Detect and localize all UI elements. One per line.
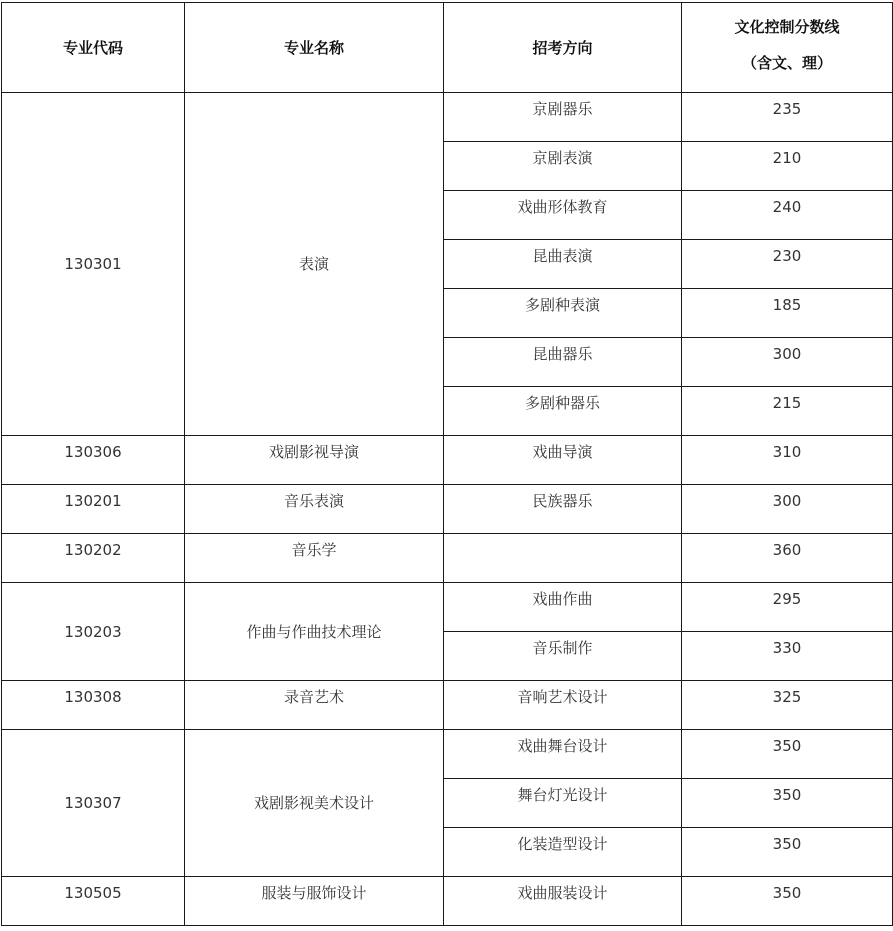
direction-cell: 京剧器乐 xyxy=(444,93,682,142)
table-row xyxy=(2,877,893,926)
score-cell: 350 xyxy=(682,877,893,926)
direction-cell: 多剧种表演 xyxy=(444,289,682,338)
header-major-name: 专业名称 xyxy=(185,3,444,93)
major-code-cell: 130201 xyxy=(2,485,185,534)
header-row xyxy=(2,3,893,93)
score-cell: 350 xyxy=(682,828,893,877)
score-cell: 350 xyxy=(682,779,893,828)
major-code-cell: 130307 xyxy=(2,730,185,877)
score-cell: 185 xyxy=(682,289,893,338)
direction-cell: 音响艺术设计 xyxy=(444,681,682,730)
table-body xyxy=(2,93,893,926)
direction-cell: 戏曲舞台设计 xyxy=(444,730,682,779)
direction-cell: 民族器乐 xyxy=(444,485,682,534)
direction-cell: 戏曲作曲 xyxy=(444,583,682,632)
score-cell: 235 xyxy=(682,93,893,142)
major-code-cell: 130202 xyxy=(2,534,185,583)
score-cell: 295 xyxy=(682,583,893,632)
table-row xyxy=(2,93,893,142)
header-major-code: 专业代码 xyxy=(2,3,185,93)
major-name-cell: 作曲与作曲技术理论 xyxy=(185,583,444,681)
direction-cell: 昆曲表演 xyxy=(444,240,682,289)
direction-cell: 戏曲服装设计 xyxy=(444,877,682,926)
score-cell: 230 xyxy=(682,240,893,289)
major-code-cell: 130301 xyxy=(2,93,185,436)
direction-cell: 舞台灯光设计 xyxy=(444,779,682,828)
major-name-cell: 戏剧影视美术设计 xyxy=(185,730,444,877)
score-cell: 240 xyxy=(682,191,893,240)
major-code-cell: 130306 xyxy=(2,436,185,485)
major-code-cell: 130203 xyxy=(2,583,185,681)
direction-cell: 昆曲器乐 xyxy=(444,338,682,387)
direction-cell: 多剧种器乐 xyxy=(444,387,682,436)
major-name-cell: 音乐学 xyxy=(185,534,444,583)
major-name-cell: 戏剧影视导演 xyxy=(185,436,444,485)
score-cell: 350 xyxy=(682,730,893,779)
header-direction: 招考方向 xyxy=(444,3,682,93)
direction-cell: 化装造型设计 xyxy=(444,828,682,877)
header-score xyxy=(682,3,893,93)
score-cell: 215 xyxy=(682,387,893,436)
major-code-cell: 130308 xyxy=(2,681,185,730)
table-row xyxy=(2,534,893,583)
direction-cell: 京剧表演 xyxy=(444,142,682,191)
header-score-title: 文化控制分数线 xyxy=(734,17,840,36)
score-table xyxy=(1,2,893,926)
direction-cell: 戏曲形体教育 xyxy=(444,191,682,240)
table-row xyxy=(2,485,893,534)
table-row xyxy=(2,730,893,779)
score-cell: 300 xyxy=(682,338,893,387)
direction-cell: 音乐制作 xyxy=(444,632,682,681)
score-cell: 360 xyxy=(682,534,893,583)
score-cell: 330 xyxy=(682,632,893,681)
score-cell: 310 xyxy=(682,436,893,485)
major-name-cell: 录音艺术 xyxy=(185,681,444,730)
major-name-cell: 音乐表演 xyxy=(185,485,444,534)
table-row xyxy=(2,436,893,485)
score-cell: 300 xyxy=(682,485,893,534)
score-cell: 210 xyxy=(682,142,893,191)
score-cell: 325 xyxy=(682,681,893,730)
direction-cell: 戏曲导演 xyxy=(444,436,682,485)
table-row xyxy=(2,681,893,730)
major-code-cell: 130505 xyxy=(2,877,185,926)
header-score-note: （含文、理） xyxy=(741,53,832,72)
major-name-cell: 服装与服饰设计 xyxy=(185,877,444,926)
direction-cell xyxy=(444,534,682,583)
table-row xyxy=(2,583,893,632)
major-name-cell: 表演 xyxy=(185,93,444,436)
